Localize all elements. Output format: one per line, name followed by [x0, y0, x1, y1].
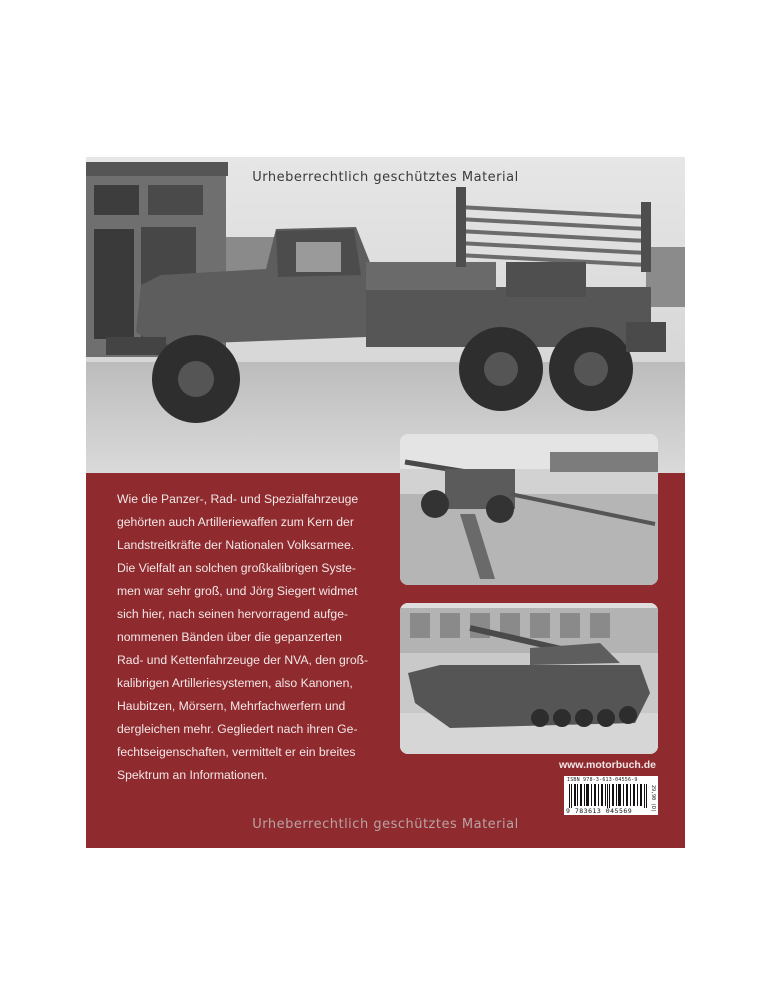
- blurb-line: men war sehr groß, und Jörg Siegert widmet: [117, 584, 358, 598]
- self-propelled-howitzer-photo: [400, 603, 658, 754]
- blurb-line: sich hier, nach seinen hervorragend aufge-: [117, 607, 349, 621]
- publisher-url: www.motorbuch.de: [558, 759, 656, 771]
- barcode-bars: [567, 784, 651, 808]
- isbn-number: ISBN 978-3-613-04556-9: [567, 777, 638, 783]
- back-cover: [86, 157, 685, 848]
- barcode-digits: 9 783613 045569: [566, 807, 633, 815]
- blurb-line: Spektrum an Informationen.: [117, 768, 268, 782]
- blurb-line: Rad- und Kettenfahrzeuge der NVA, den groß-: [117, 653, 369, 667]
- blurb-line: fechtseigenschaften, vermittelt er ein breites: [117, 745, 356, 759]
- watermark-top: Urheberrechtlich geschütztes Material: [252, 170, 519, 185]
- blurb-line: kalibrigen Artilleriesystemen, also Kanonen,: [117, 676, 353, 690]
- blurb-line: Landstreitkräfte der Nationalen Volksarmee.: [117, 538, 355, 552]
- blurb-line: Wie die Panzer-, Rad- und Spezialfahrzeuge: [117, 492, 359, 506]
- blurb-line: nommenen Bänden über die gepanzerten: [117, 630, 342, 644]
- blurb-line: gehörten auch Artilleriewaffen zum Kern der: [117, 515, 354, 529]
- isbn-barcode: [564, 776, 658, 815]
- watermark-bottom: Urheberrechtlich geschütztes Material: [252, 817, 519, 832]
- back-cover-blurb: [117, 488, 397, 787]
- blurb-line: Haubitzen, Mörsern, Mehrfachwerfern und: [117, 699, 346, 713]
- rocket-launcher-truck-photo: [86, 157, 685, 473]
- price-code: 29,90 (D): [650, 785, 656, 813]
- blurb-line: dergleichen mehr. Gegliedert nach ihren Ge-: [117, 722, 358, 736]
- blurb-line: Die Vielfalt an solchen großkalibrigen Syste-: [117, 561, 356, 575]
- howitzer-photo: [400, 434, 658, 585]
